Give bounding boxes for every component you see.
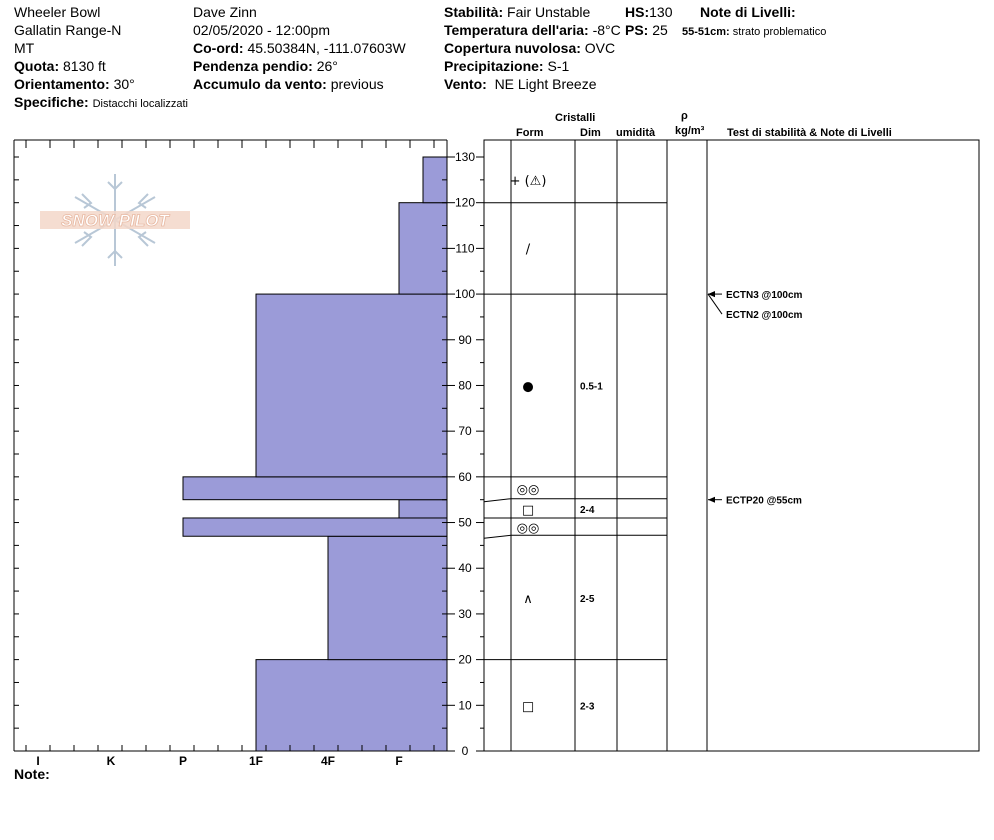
crystal-size-label: 2-5 [580,593,595,605]
precipitation: Precipitazione: S-1 [444,58,570,74]
snow-height: HS:130 [625,4,673,20]
hardness-bar [256,294,447,477]
wind: Vento: NE Light Breeze [444,76,597,92]
height-tick-label: 110 [455,241,475,256]
height-tick-label: 100 [454,287,476,302]
elevation: Quota: 8130 ft [14,58,106,74]
height-tick-label: 0 [461,744,469,758]
cloud-cover: Copertura nuvolosa: OVC [444,40,616,56]
hardness-bar [183,477,447,500]
crystals-header: Cristalli [555,112,596,124]
hardness-tick-label: 1F [248,754,264,768]
hardness-tick-label: F [395,754,403,768]
height-tick-label: 50 [458,515,472,530]
height-tick-label: 120 [454,195,476,210]
location: Wheeler Bowl [14,4,101,20]
layer-boundary-kink [484,535,511,538]
tests-header: Test di stabilità & Note di Livelli [727,127,892,139]
hardness-tick-label: P [178,754,188,768]
stability-test-label: ECTP20 @55cm [726,495,802,507]
stability-test-label: ECTN2 @100cm [726,310,803,322]
height-tick-label: 10 [458,698,472,713]
hardness-bar [399,203,447,294]
footer-note: Note: [14,766,50,782]
height-tick-label: 130 [454,150,476,164]
height-tick-label: 40 [458,561,472,576]
crystal-form-symbol: + (⚠) [509,173,547,189]
state: MT [14,40,35,56]
slope: Pendenza pendio: 26° [193,58,338,74]
density-header: kg/m³ [675,125,705,137]
air-temperature: Temperatura dell'aria: -8°C [444,22,621,38]
crystal-form-symbol: □ [521,699,535,715]
height-tick-label: 60 [458,469,472,484]
observer: Dave Zinn [193,4,257,20]
test-arrowhead [708,497,715,503]
crystal-form-symbol: ◎◎ [516,482,540,498]
crystal-size-label: 2-4 [580,504,595,516]
hardness-tick-label: 4F [320,754,336,768]
penetration: PS: 25 [625,22,668,38]
layer-boundary-kink [484,499,511,502]
crystal-form-symbol: ∧ [523,591,533,607]
hardness-tick-label: I [36,754,40,768]
moisture-header: umidità [616,127,656,139]
crystal-form-symbol: ● [522,379,534,395]
specifics: Specifiche: Distacchi localizzati [14,94,188,110]
stability-test-label: ECTN3 @100cm [726,290,803,302]
form-header: Form [516,127,544,139]
crystal-form-symbol: □ [521,502,535,518]
datetime: 02/05/2020 - 12:00pm [193,22,330,38]
height-tick-label: 20 [458,652,472,667]
height-tick-label: 80 [458,378,472,393]
coordinates: Co-ord: 45.50384N, -111.07603W [193,40,406,56]
aspect: Orientamento: 30° [14,76,135,92]
range: Gallatin Range-N [14,22,122,38]
hardness-bar [183,518,447,536]
height-tick-label: 90 [458,332,472,347]
stability: Stabilità: Fair Unstable [444,4,591,20]
logo-text: SNOW PILOT [61,211,169,230]
crystal-form-symbol: / [525,242,531,258]
hardness-bar [328,536,447,659]
rho-header: ρ [681,110,688,122]
crystal-size-label: 0.5-1 [580,381,603,393]
hardness-bar [256,660,447,751]
dim-header: Dim [580,127,601,139]
height-tick-label: 70 [458,424,472,439]
crystal-size-label: 2-3 [580,701,595,713]
height-tick-label: 30 [458,606,472,621]
hardness-tick-label: K [106,754,116,768]
layer-notes-title: Note di Livelli: [700,4,796,20]
wind-loading: Accumulo da vento: previous [193,76,384,92]
crystal-form-symbol: ◎◎ [516,521,540,537]
hardness-bar [399,500,447,518]
layer-note: 55-51cm: strato problematico [682,26,827,38]
